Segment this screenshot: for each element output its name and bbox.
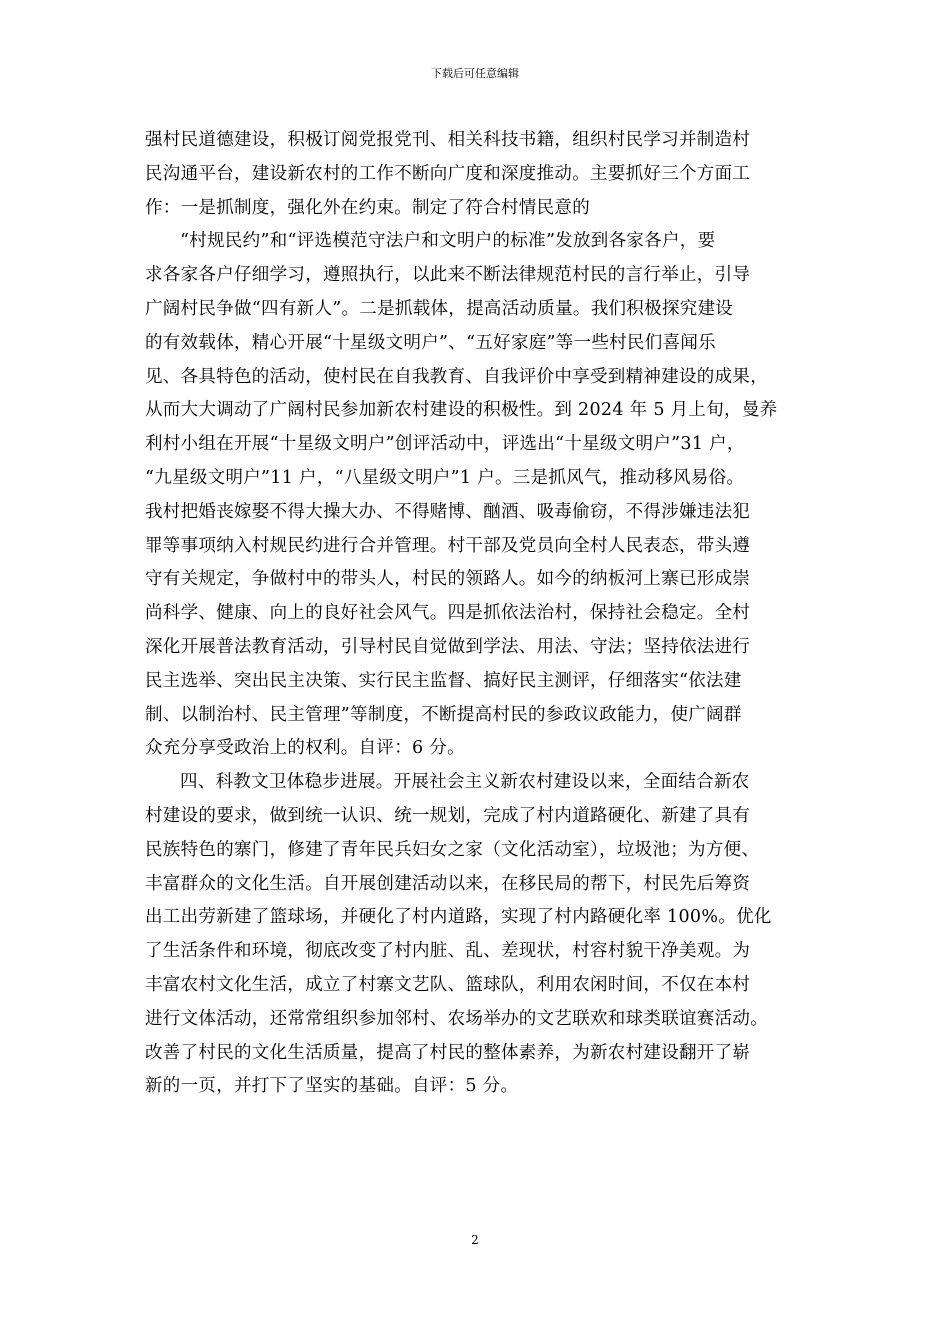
paragraph-3: 四、科教文卫体稳步进展。开展社会主义新农村建设以来，全面结合新农 村建设的要求，做到统一认识、统一规划，完成了村内道路硬化、新建了具有 民族特色的寨门，修建了青年民兵妇女之家（文化活动室），垃圾池；为方便、 丰富群众的文化生活。自开展创建活动以来，在移民局的帮下，村民先后筹资 出工出劳新建了篮球场，并硬化了村内道路，实现了村内路硬化率 100%。优化 了生活条件和环境，彻底改变了村内脏、乱、差现状，村容村貌干净美观。为 丰富农村文化生活，成立了村寨文艺队、篮球队，利用农闲时间，不仅在本村 进行文体活动，还常常组织参加邻村、农场举办的文艺联欢和球类联谊赛活动。 改善了村民的文化生活质量，提高了村民的整体素养，为新农村建设翻开了崭 新的一页，并打下了坚实的基础。自评：5 分。 (145, 772, 772, 1097)
paragraph-2: “村规民约”和“评选模范守法户和文明户的标准”发放到各家各户，要 求各家各户仔细学习，遵照执行，以此来不断法律规范村民的言行举止，引导 广阔村民争做“四有新人”。二是抓载体，提高活动质量。我们积极探究建设 的有效载体，精心开展“十星级文明户”、“五好家庭”等一些村民们喜闻乐 见、各具特色的活动，使村民在自我教育、自我评价中享受到精神建设的成果， 从而大大调动了广阔村民参加新农村建设的积极性。到 2024 年 5 月上旬，曼养 利村小组在开展“十星级文明户”创评活动中，评选出“十星级文明户”31 户， “九星级文明户”11 户，“八星级文明户”1 户。三是抓风气，推动移风易俗。 我村把婚丧嫁娶不得大操大办、不得赌博、酗酒、吸毒偷窃，不得涉嫌违法犯 罪等事项纳入村规民约进行合并管理。村干部及党员向全村人民表态，带头遵 守有关规定，争做村中的带头人，村民的领路人。如今的纳板河上寨已形成崇 尚科学、健康、向上的良好社会风气。四是抓依法治村，保持社会稳定。全村 深化开展普法教育活动，引导村民自觉做到学法、用法、守法；坚持依法进行 民主选举、突出民主决策、实行民主监督、搞好民主测评，仔细落实“依法建 制、以制治村、民主管理”等制度，不断提高村民的参政议政能力，使广阔群 众充分享受政治上的权利。自评：6 分。 (145, 231, 778, 759)
document-body (145, 124, 813, 1104)
paragraph-1: 强村民道德建设，积极订阅党报党刊、相关科技书籍，组织村民学习并制造村 民沟通平台，建设新农村的工作不断向广度和深度推动。主要抓好三个方面工 作：一是抓制度，强化外在约束。制定了符合村情民意的 (145, 130, 751, 218)
page-header-note: 下载后可任意编辑 (431, 67, 519, 80)
page-number: 2 (471, 1233, 479, 1247)
